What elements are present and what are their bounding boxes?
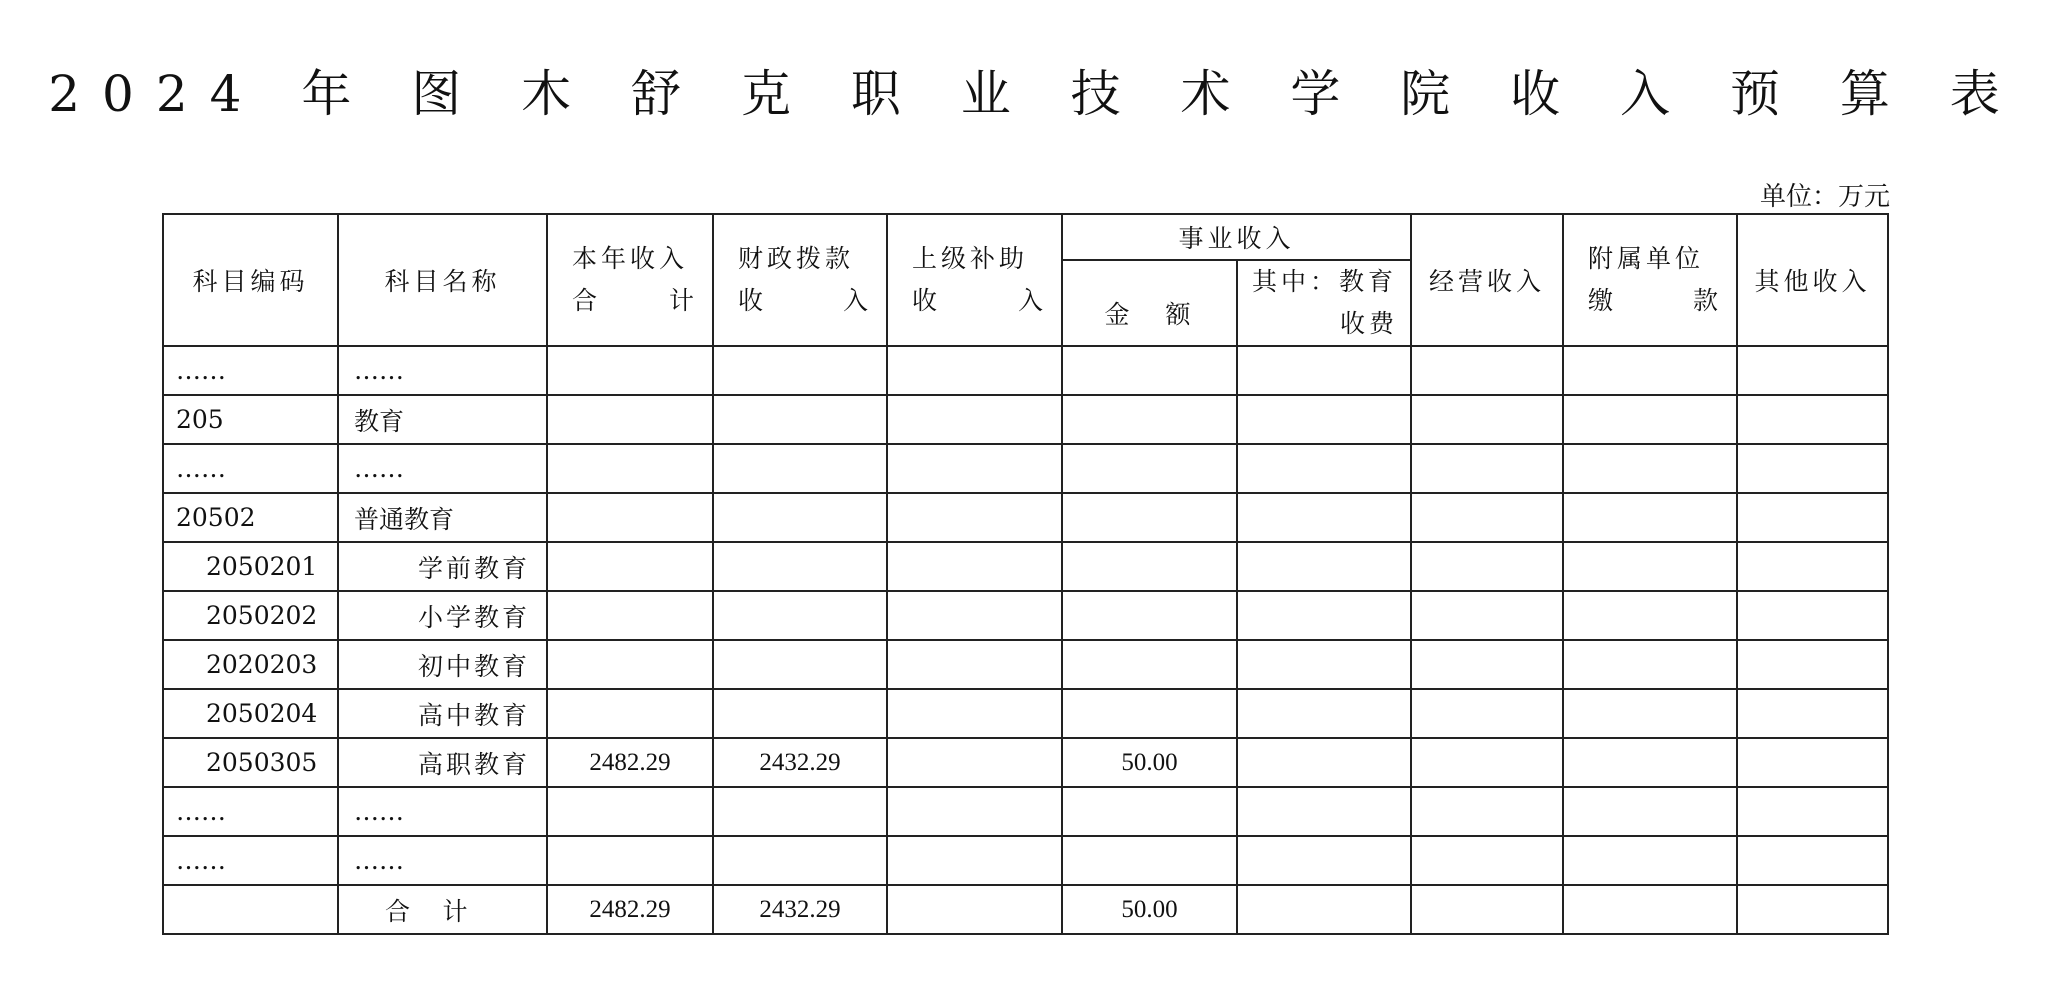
table-row bbox=[163, 640, 1888, 689]
row-other bbox=[1737, 444, 1888, 493]
row-affiliate bbox=[1563, 395, 1737, 444]
row-operating bbox=[1411, 493, 1563, 542]
row-fee bbox=[1237, 640, 1411, 689]
row-affiliate bbox=[1563, 493, 1737, 542]
row-superior bbox=[887, 542, 1062, 591]
row-amount bbox=[1062, 346, 1237, 395]
row-total bbox=[547, 689, 713, 738]
row-fiscal bbox=[713, 689, 887, 738]
row-amount bbox=[1062, 689, 1237, 738]
row-amount bbox=[1062, 542, 1237, 591]
row-other bbox=[1737, 542, 1888, 591]
row-affiliate bbox=[1563, 542, 1737, 591]
row-name: 初中教育 bbox=[338, 640, 547, 689]
row-fee bbox=[1237, 346, 1411, 395]
row-fee bbox=[1237, 689, 1411, 738]
row-amount bbox=[1062, 395, 1237, 444]
row-fee bbox=[1237, 836, 1411, 885]
row-superior bbox=[887, 689, 1062, 738]
row-superior bbox=[887, 444, 1062, 493]
header-operating: 经营收入 bbox=[1411, 214, 1563, 346]
row-name: …… bbox=[338, 836, 547, 885]
row-code: 2020203 bbox=[163, 640, 338, 689]
row-operating bbox=[1411, 689, 1563, 738]
row-operating bbox=[1411, 542, 1563, 591]
row-other bbox=[1737, 689, 1888, 738]
row-fiscal: 2432.29 bbox=[713, 738, 887, 787]
row-operating bbox=[1411, 591, 1563, 640]
row-superior bbox=[887, 395, 1062, 444]
row-fiscal bbox=[713, 346, 887, 395]
row-affiliate bbox=[1563, 787, 1737, 836]
total-amount: 50.00 bbox=[1062, 885, 1237, 934]
row-operating bbox=[1411, 738, 1563, 787]
row-fiscal bbox=[713, 395, 887, 444]
row-other bbox=[1737, 836, 1888, 885]
income-budget-table bbox=[162, 213, 1889, 935]
row-fiscal bbox=[713, 444, 887, 493]
row-superior bbox=[887, 346, 1062, 395]
header-amount: 金 额 bbox=[1062, 260, 1237, 346]
row-code: …… bbox=[163, 836, 338, 885]
row-code: …… bbox=[163, 787, 338, 836]
header-name: 科目名称 bbox=[338, 214, 547, 346]
row-operating bbox=[1411, 444, 1563, 493]
row-affiliate bbox=[1563, 640, 1737, 689]
row-fee bbox=[1237, 738, 1411, 787]
unit-label: 单位：万元 bbox=[1759, 182, 1890, 212]
row-fiscal bbox=[713, 787, 887, 836]
row-fee bbox=[1237, 591, 1411, 640]
header-affiliate: 附属单位 缴 款 bbox=[1563, 214, 1737, 346]
row-affiliate bbox=[1563, 591, 1737, 640]
table-row bbox=[163, 738, 1888, 787]
row-superior bbox=[887, 493, 1062, 542]
total-other bbox=[1737, 885, 1888, 934]
row-total bbox=[547, 787, 713, 836]
table-body bbox=[163, 346, 1888, 885]
row-name: 小学教育 bbox=[338, 591, 547, 640]
row-other bbox=[1737, 346, 1888, 395]
row-affiliate bbox=[1563, 444, 1737, 493]
row-code: 20502 bbox=[163, 493, 338, 542]
table-row bbox=[163, 836, 1888, 885]
row-affiliate bbox=[1563, 836, 1737, 885]
row-amount bbox=[1062, 444, 1237, 493]
row-other bbox=[1737, 493, 1888, 542]
table-row bbox=[163, 493, 1888, 542]
row-name: 普通教育 bbox=[338, 493, 547, 542]
row-other bbox=[1737, 640, 1888, 689]
row-code: 2050204 bbox=[163, 689, 338, 738]
total-operating bbox=[1411, 885, 1563, 934]
row-fiscal bbox=[713, 591, 887, 640]
table-row bbox=[163, 542, 1888, 591]
row-affiliate bbox=[1563, 689, 1737, 738]
row-name: 教育 bbox=[338, 395, 547, 444]
row-name: 学前教育 bbox=[338, 542, 547, 591]
row-fee bbox=[1237, 493, 1411, 542]
total-code-cell bbox=[163, 885, 338, 934]
table-row bbox=[163, 395, 1888, 444]
header-fiscal: 财政拨款 收 入 bbox=[713, 214, 887, 346]
row-affiliate bbox=[1563, 346, 1737, 395]
table-row bbox=[163, 689, 1888, 738]
row-code: 2050201 bbox=[163, 542, 338, 591]
row-fiscal bbox=[713, 493, 887, 542]
row-amount bbox=[1062, 591, 1237, 640]
row-fee bbox=[1237, 395, 1411, 444]
total-label: 合 计 bbox=[338, 885, 547, 934]
row-superior bbox=[887, 591, 1062, 640]
row-fiscal bbox=[713, 836, 887, 885]
table-row bbox=[163, 591, 1888, 640]
header-business: 事业收入 bbox=[1062, 214, 1411, 260]
header-code: 科目编码 bbox=[163, 214, 338, 346]
header-superior: 上级补助 收 入 bbox=[887, 214, 1062, 346]
header-other: 其他收入 bbox=[1737, 214, 1888, 346]
row-name: 高中教育 bbox=[338, 689, 547, 738]
row-total bbox=[547, 444, 713, 493]
table-row bbox=[163, 346, 1888, 395]
row-fiscal bbox=[713, 640, 887, 689]
row-name: 高职教育 bbox=[338, 738, 547, 787]
row-total bbox=[547, 591, 713, 640]
row-code: 2050305 bbox=[163, 738, 338, 787]
row-total bbox=[547, 542, 713, 591]
row-other bbox=[1737, 395, 1888, 444]
total-fiscal: 2432.29 bbox=[713, 885, 887, 934]
row-name: …… bbox=[338, 787, 547, 836]
total-affiliate bbox=[1563, 885, 1737, 934]
table-row bbox=[163, 787, 1888, 836]
header-education-fee: 其中：教育 收费 bbox=[1237, 260, 1411, 346]
row-operating bbox=[1411, 395, 1563, 444]
row-operating bbox=[1411, 787, 1563, 836]
row-amount bbox=[1062, 787, 1237, 836]
total-row bbox=[163, 885, 1888, 934]
row-fee bbox=[1237, 444, 1411, 493]
row-operating bbox=[1411, 346, 1563, 395]
total-total: 2482.29 bbox=[547, 885, 713, 934]
row-code: 2050202 bbox=[163, 591, 338, 640]
row-total bbox=[547, 836, 713, 885]
row-superior bbox=[887, 836, 1062, 885]
table-row bbox=[163, 444, 1888, 493]
total-superior bbox=[887, 885, 1062, 934]
row-code: …… bbox=[163, 346, 338, 395]
row-name: …… bbox=[338, 346, 547, 395]
row-fiscal bbox=[713, 542, 887, 591]
row-superior bbox=[887, 640, 1062, 689]
row-total bbox=[547, 346, 713, 395]
row-affiliate bbox=[1563, 738, 1737, 787]
row-code: 205 bbox=[163, 395, 338, 444]
row-amount bbox=[1062, 836, 1237, 885]
page-title: 2024 年 图 木 舒 克 职 业 技 术 学 院 收 入 预 算 表 bbox=[48, 65, 2022, 123]
row-amount: 50.00 bbox=[1062, 738, 1237, 787]
row-total bbox=[547, 395, 713, 444]
row-superior bbox=[887, 738, 1062, 787]
row-operating bbox=[1411, 836, 1563, 885]
row-amount bbox=[1062, 640, 1237, 689]
header-total: 本年收入 合 计 bbox=[547, 214, 713, 346]
row-amount bbox=[1062, 493, 1237, 542]
row-fee bbox=[1237, 787, 1411, 836]
row-other bbox=[1737, 591, 1888, 640]
row-operating bbox=[1411, 640, 1563, 689]
row-total: 2482.29 bbox=[547, 738, 713, 787]
row-name: …… bbox=[338, 444, 547, 493]
row-superior bbox=[887, 787, 1062, 836]
row-code: …… bbox=[163, 444, 338, 493]
row-total bbox=[547, 640, 713, 689]
table-header bbox=[163, 214, 1888, 346]
row-total bbox=[547, 493, 713, 542]
total-fee bbox=[1237, 885, 1411, 934]
row-other bbox=[1737, 787, 1888, 836]
row-other bbox=[1737, 738, 1888, 787]
row-fee bbox=[1237, 542, 1411, 591]
